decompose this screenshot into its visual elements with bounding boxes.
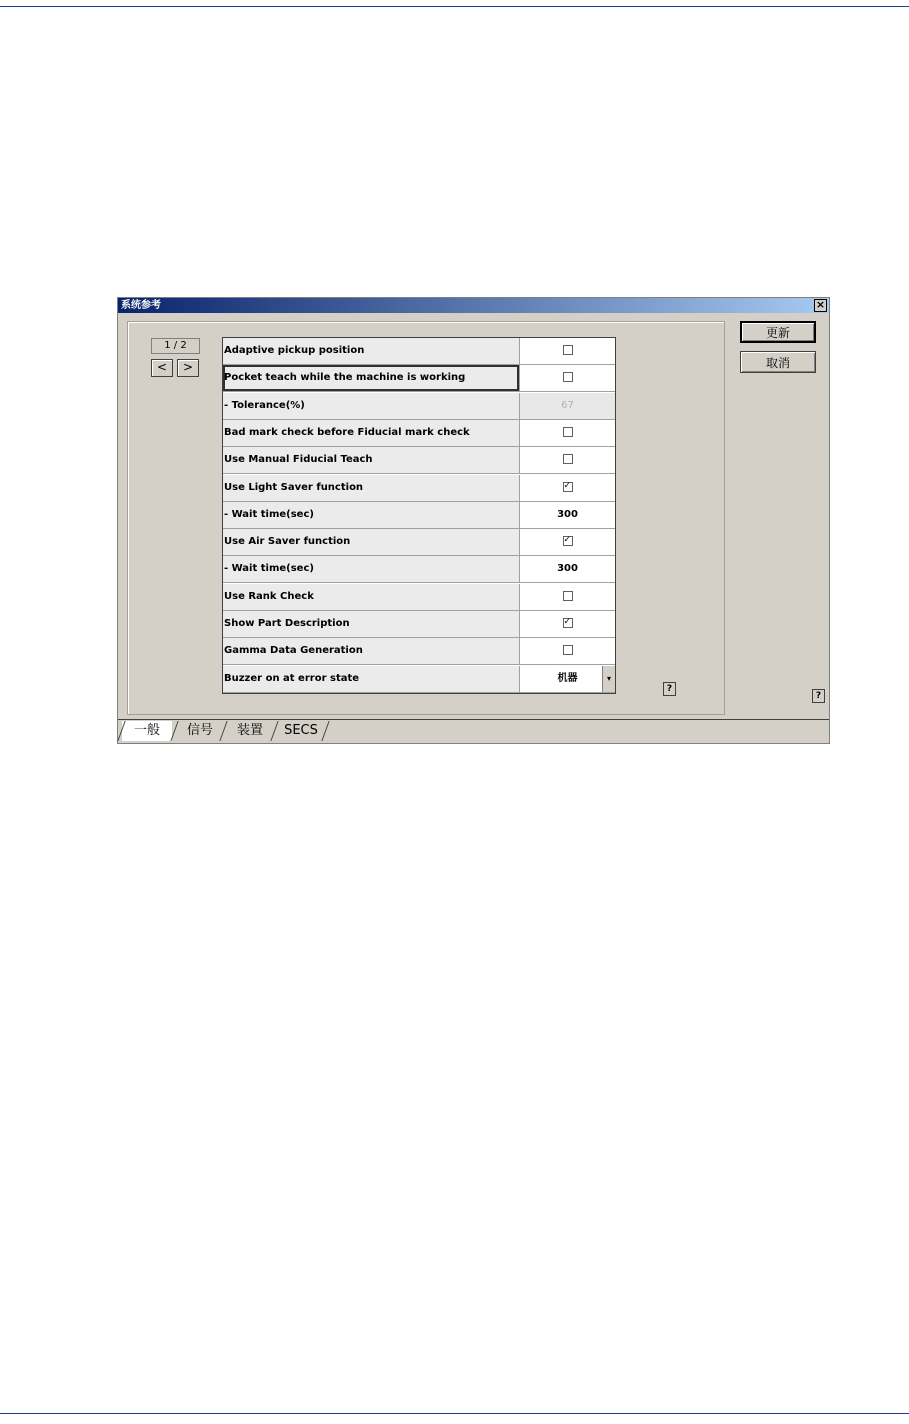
page-indicator: 1 / 2 (151, 338, 200, 354)
dialog-help-icon[interactable]: ? (812, 689, 825, 703)
checkmark-icon: ✓ (563, 617, 572, 627)
checkmark-icon: ✓ (563, 480, 572, 491)
grid-help-icon[interactable]: ? (663, 682, 676, 696)
dialog-title: 系统参考 (121, 300, 161, 311)
setting-checkbox-cell (520, 584, 615, 611)
tab-general[interactable]: 一般 (122, 721, 172, 741)
setting-checkbox-cell (520, 475, 615, 502)
prev-page-button[interactable]: < (151, 359, 173, 377)
setting-label: Gamma Data Generation (223, 638, 520, 665)
setting-row (223, 475, 615, 502)
setting-row (223, 393, 615, 420)
setting-label: Buzzer on at error state (223, 666, 520, 693)
setting-row (223, 611, 615, 638)
system-reference-dialog (117, 297, 830, 744)
footer-rule (0, 1413, 909, 1414)
setting-checkbox[interactable] (563, 427, 573, 437)
setting-checkbox[interactable] (563, 482, 573, 492)
setting-row (223, 502, 615, 529)
close-button[interactable]: × (815, 298, 826, 311)
setting-row (223, 447, 615, 474)
dropdown-arrow-icon[interactable]: ▾ (602, 666, 615, 692)
setting-label: Use Rank Check (223, 584, 520, 611)
setting-checkbox[interactable] (563, 536, 573, 546)
setting-checkbox-cell (520, 338, 615, 365)
tab-strip (118, 719, 829, 744)
setting-checkbox-cell (520, 447, 615, 474)
dialog-title-bar (118, 298, 829, 313)
setting-checkbox-cell (520, 638, 615, 665)
setting-checkbox[interactable] (563, 372, 573, 382)
setting-checkbox[interactable] (563, 345, 573, 355)
setting-label: Use Air Saver function (223, 529, 520, 556)
setting-label: Pocket teach while the machine is working (223, 365, 520, 392)
setting-checkbox[interactable] (563, 618, 573, 628)
setting-checkbox-cell (520, 420, 615, 447)
setting-value-field[interactable]: 300 (520, 556, 615, 583)
update-button[interactable]: 更新 (740, 321, 816, 343)
setting-checkbox-cell (520, 365, 615, 392)
setting-row (223, 666, 615, 693)
setting-row (223, 556, 615, 583)
setting-checkbox[interactable] (563, 645, 573, 655)
checkmark-icon: ✓ (563, 535, 572, 546)
setting-label: - Wait time(sec) (223, 502, 520, 529)
setting-label: Adaptive pickup position (223, 338, 520, 365)
setting-label: Use Light Saver function (223, 475, 520, 502)
next-page-button[interactable]: > (177, 359, 199, 377)
setting-checkbox-cell (520, 611, 615, 638)
combo-value: 机器 (557, 672, 578, 684)
setting-checkbox-cell (520, 529, 615, 556)
settings-grid (222, 337, 616, 694)
setting-label: - Tolerance(%) (223, 393, 520, 420)
setting-row (223, 365, 615, 392)
setting-combo[interactable] (520, 666, 615, 693)
tab-secs[interactable]: SECS (284, 723, 318, 738)
setting-row (223, 338, 615, 365)
header-rule (0, 6, 909, 7)
setting-row (223, 529, 615, 556)
setting-label: Show Part Description (223, 611, 520, 638)
setting-value-field[interactable]: 300 (520, 502, 615, 529)
tab-device[interactable]: 装置 (236, 723, 263, 738)
setting-value-field: 67 (520, 393, 615, 420)
setting-label: - Wait time(sec) (223, 556, 520, 583)
cancel-button[interactable]: 取消 (740, 351, 816, 373)
setting-row (223, 638, 615, 665)
setting-row (223, 584, 615, 611)
setting-checkbox[interactable] (563, 591, 573, 601)
setting-checkbox[interactable] (563, 454, 573, 464)
setting-label: Bad mark check before Fiducial mark check (223, 420, 520, 447)
setting-row (223, 420, 615, 447)
tab-signal[interactable]: 信号 (186, 723, 213, 738)
setting-label: Use Manual Fiducial Teach (223, 447, 520, 474)
